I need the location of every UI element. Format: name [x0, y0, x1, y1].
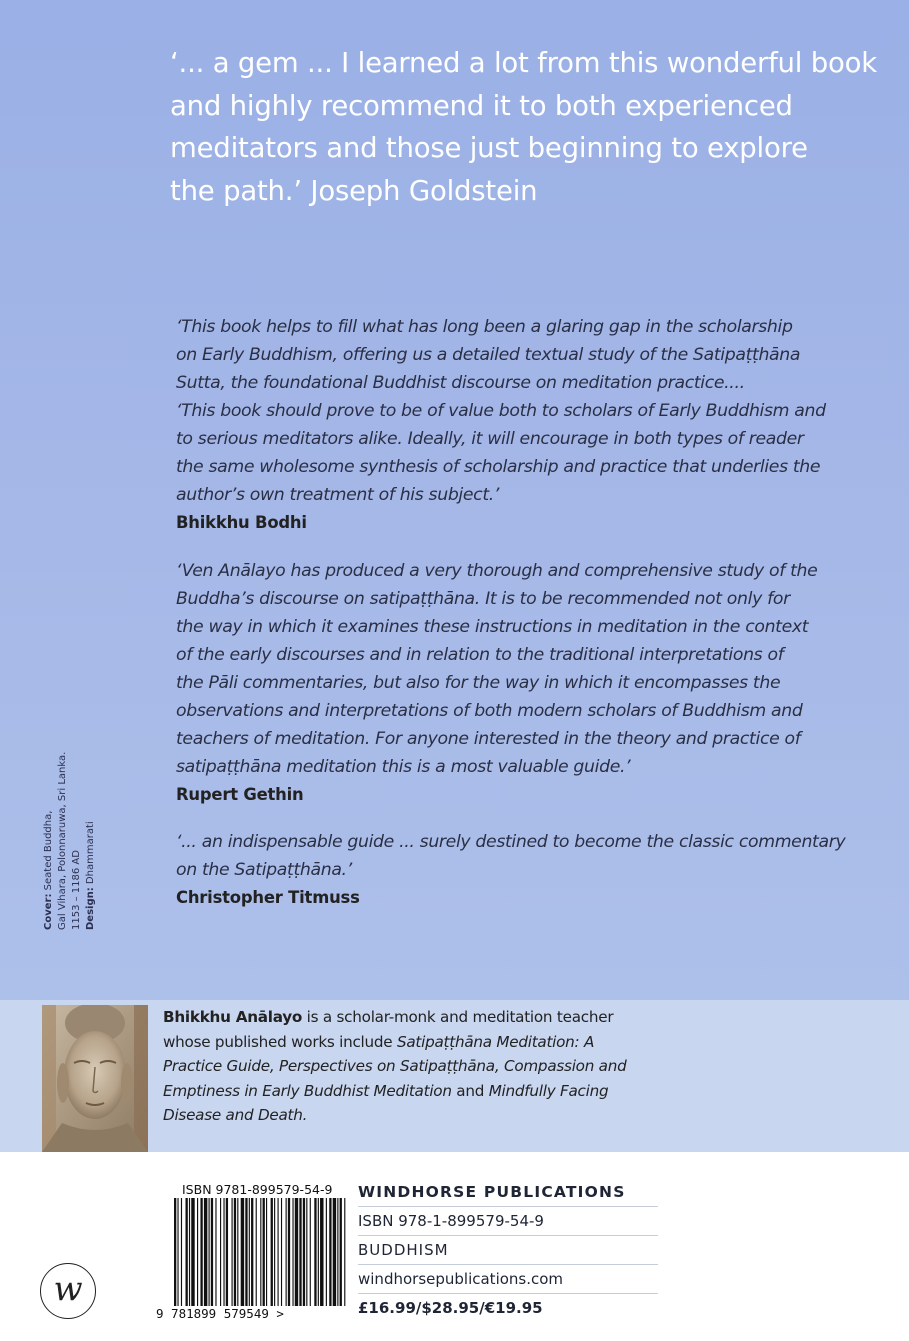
- barcode: [172, 1198, 350, 1308]
- review-line: teachers of meditation. For anyone interested in the theory and practice of: [176, 729, 801, 749]
- bio-line: [163, 1079, 883, 1104]
- review-attribution: Bhikkhu Bodhi: [176, 513, 307, 532]
- review-gethin: [176, 557, 876, 809]
- review-line: of the early discourses and in relation to the traditional interpretations of: [176, 645, 784, 665]
- publisher-block: [358, 1178, 658, 1322]
- review-titmuss: [176, 828, 876, 912]
- bio-line: [163, 1030, 883, 1055]
- review-line: author’s own treatment of his subject.’: [176, 485, 500, 505]
- publisher-logo: w: [40, 1263, 96, 1319]
- review-line: on the Satipaṭṭhāna.’: [176, 860, 352, 880]
- bio-title: Emptiness in Early Buddhist Meditation: [163, 1081, 452, 1100]
- credit-cover-line: [42, 690, 56, 930]
- quote-line: meditators and those just beginning to explore: [170, 132, 808, 164]
- credit-cover-text: Seated Buddha,: [43, 810, 54, 891]
- bio-title: Disease and Death.: [163, 1106, 308, 1125]
- credit-cover-date: 1153 – 1186 AD: [71, 850, 82, 930]
- bio-text: and: [451, 1081, 489, 1100]
- quote-attribution: Joseph Goldstein: [310, 174, 538, 207]
- review-line: ‘This book helps to fill what has long been a glaring gap in the scholarship: [176, 317, 793, 337]
- credit-design-line: [84, 690, 98, 930]
- review-line: Buddha’s discourse on satipaṭṭhāna. It is to be recommended not only for: [176, 589, 790, 609]
- publisher-name: WINDHORSE PUBLICATIONS: [358, 1178, 658, 1207]
- review-bodhi: [176, 313, 876, 537]
- bio-line: [163, 1005, 883, 1030]
- bio-title: Mindfully Facing: [488, 1081, 609, 1100]
- credit-design-label: Design:: [85, 887, 96, 930]
- cover-credits: [42, 690, 112, 930]
- author-bio: [163, 1005, 883, 1128]
- review-line: ‘This book should prove to be of value both to scholars of Early Buddhism and: [176, 401, 826, 421]
- credit-cover-location: Gal Vihara, Polonnaruwa, Sri Lanka.: [57, 751, 68, 930]
- review-line: observations and interpretations of both modern scholars of Buddhism and: [176, 701, 803, 721]
- review-attribution: Christopher Titmuss: [176, 888, 360, 907]
- review-line: the way in which it examines these instructions in meditation in the context: [176, 617, 809, 637]
- review-line: to serious meditators alike. Ideally, it will encourage in both types of reader: [176, 429, 804, 449]
- barcode-digits: 9 781899 579549 >: [156, 1306, 284, 1321]
- credit-design-text: Dhammarati: [85, 821, 96, 885]
- review-line: the Pāli commentaries, but also for the way in which it encompasses the: [176, 673, 781, 693]
- review-line: ‘... an indispensable guide ... surely destined to become the classic commentary: [176, 832, 846, 852]
- quote-line: and highly recommend it to both experienced: [170, 89, 793, 122]
- review-attribution: Rupert Gethin: [176, 785, 304, 804]
- author-photo: [42, 1005, 148, 1152]
- book-price: £16.99/$28.95/€19.95: [358, 1299, 543, 1317]
- book-category: BUDDHISM: [358, 1236, 658, 1265]
- bio-title: Satipaṭṭhāna Meditation: A: [396, 1032, 595, 1051]
- quote-text: the path.’: [170, 174, 302, 207]
- publisher-isbn: ISBN 978-1-899579-54-9: [358, 1207, 658, 1236]
- barcode-isbn-label: ISBN 9781-899579-54-9: [182, 1182, 333, 1197]
- featured-quote: [170, 42, 877, 212]
- credit-cover-label: Cover:: [43, 893, 54, 930]
- quote-line: [170, 170, 870, 213]
- review-line: the same wholesome synthesis of scholarship and practice that underlies the: [176, 457, 821, 477]
- review-line: Sutta, the foundational Buddhist discourse on meditation practice....: [176, 373, 745, 393]
- review-line: satipaṭṭhāna meditation this is a most valuable guide.’: [176, 757, 631, 777]
- bio-title: Practice Guide, Perspectives on Satipaṭṭhāna, Compassion and: [163, 1057, 627, 1076]
- bio-text: whose published works include: [163, 1032, 397, 1051]
- publisher-website: windhorsepublications.com: [358, 1265, 658, 1294]
- quote-line: ‘... a gem ... I learned a lot from this wonderful book: [170, 47, 877, 79]
- review-line: ‘Ven Anālayo has produced a very thorough and comprehensive study of the: [176, 561, 818, 581]
- review-line: on Early Buddhism, offering us a detailed textual study of the Satipaṭṭhāna: [176, 345, 801, 365]
- bio-text: is a scholar-monk and meditation teacher: [302, 1008, 614, 1026]
- author-name: Bhikkhu Anālayo: [163, 1008, 303, 1026]
- buddha-statue-image: [42, 1005, 148, 1152]
